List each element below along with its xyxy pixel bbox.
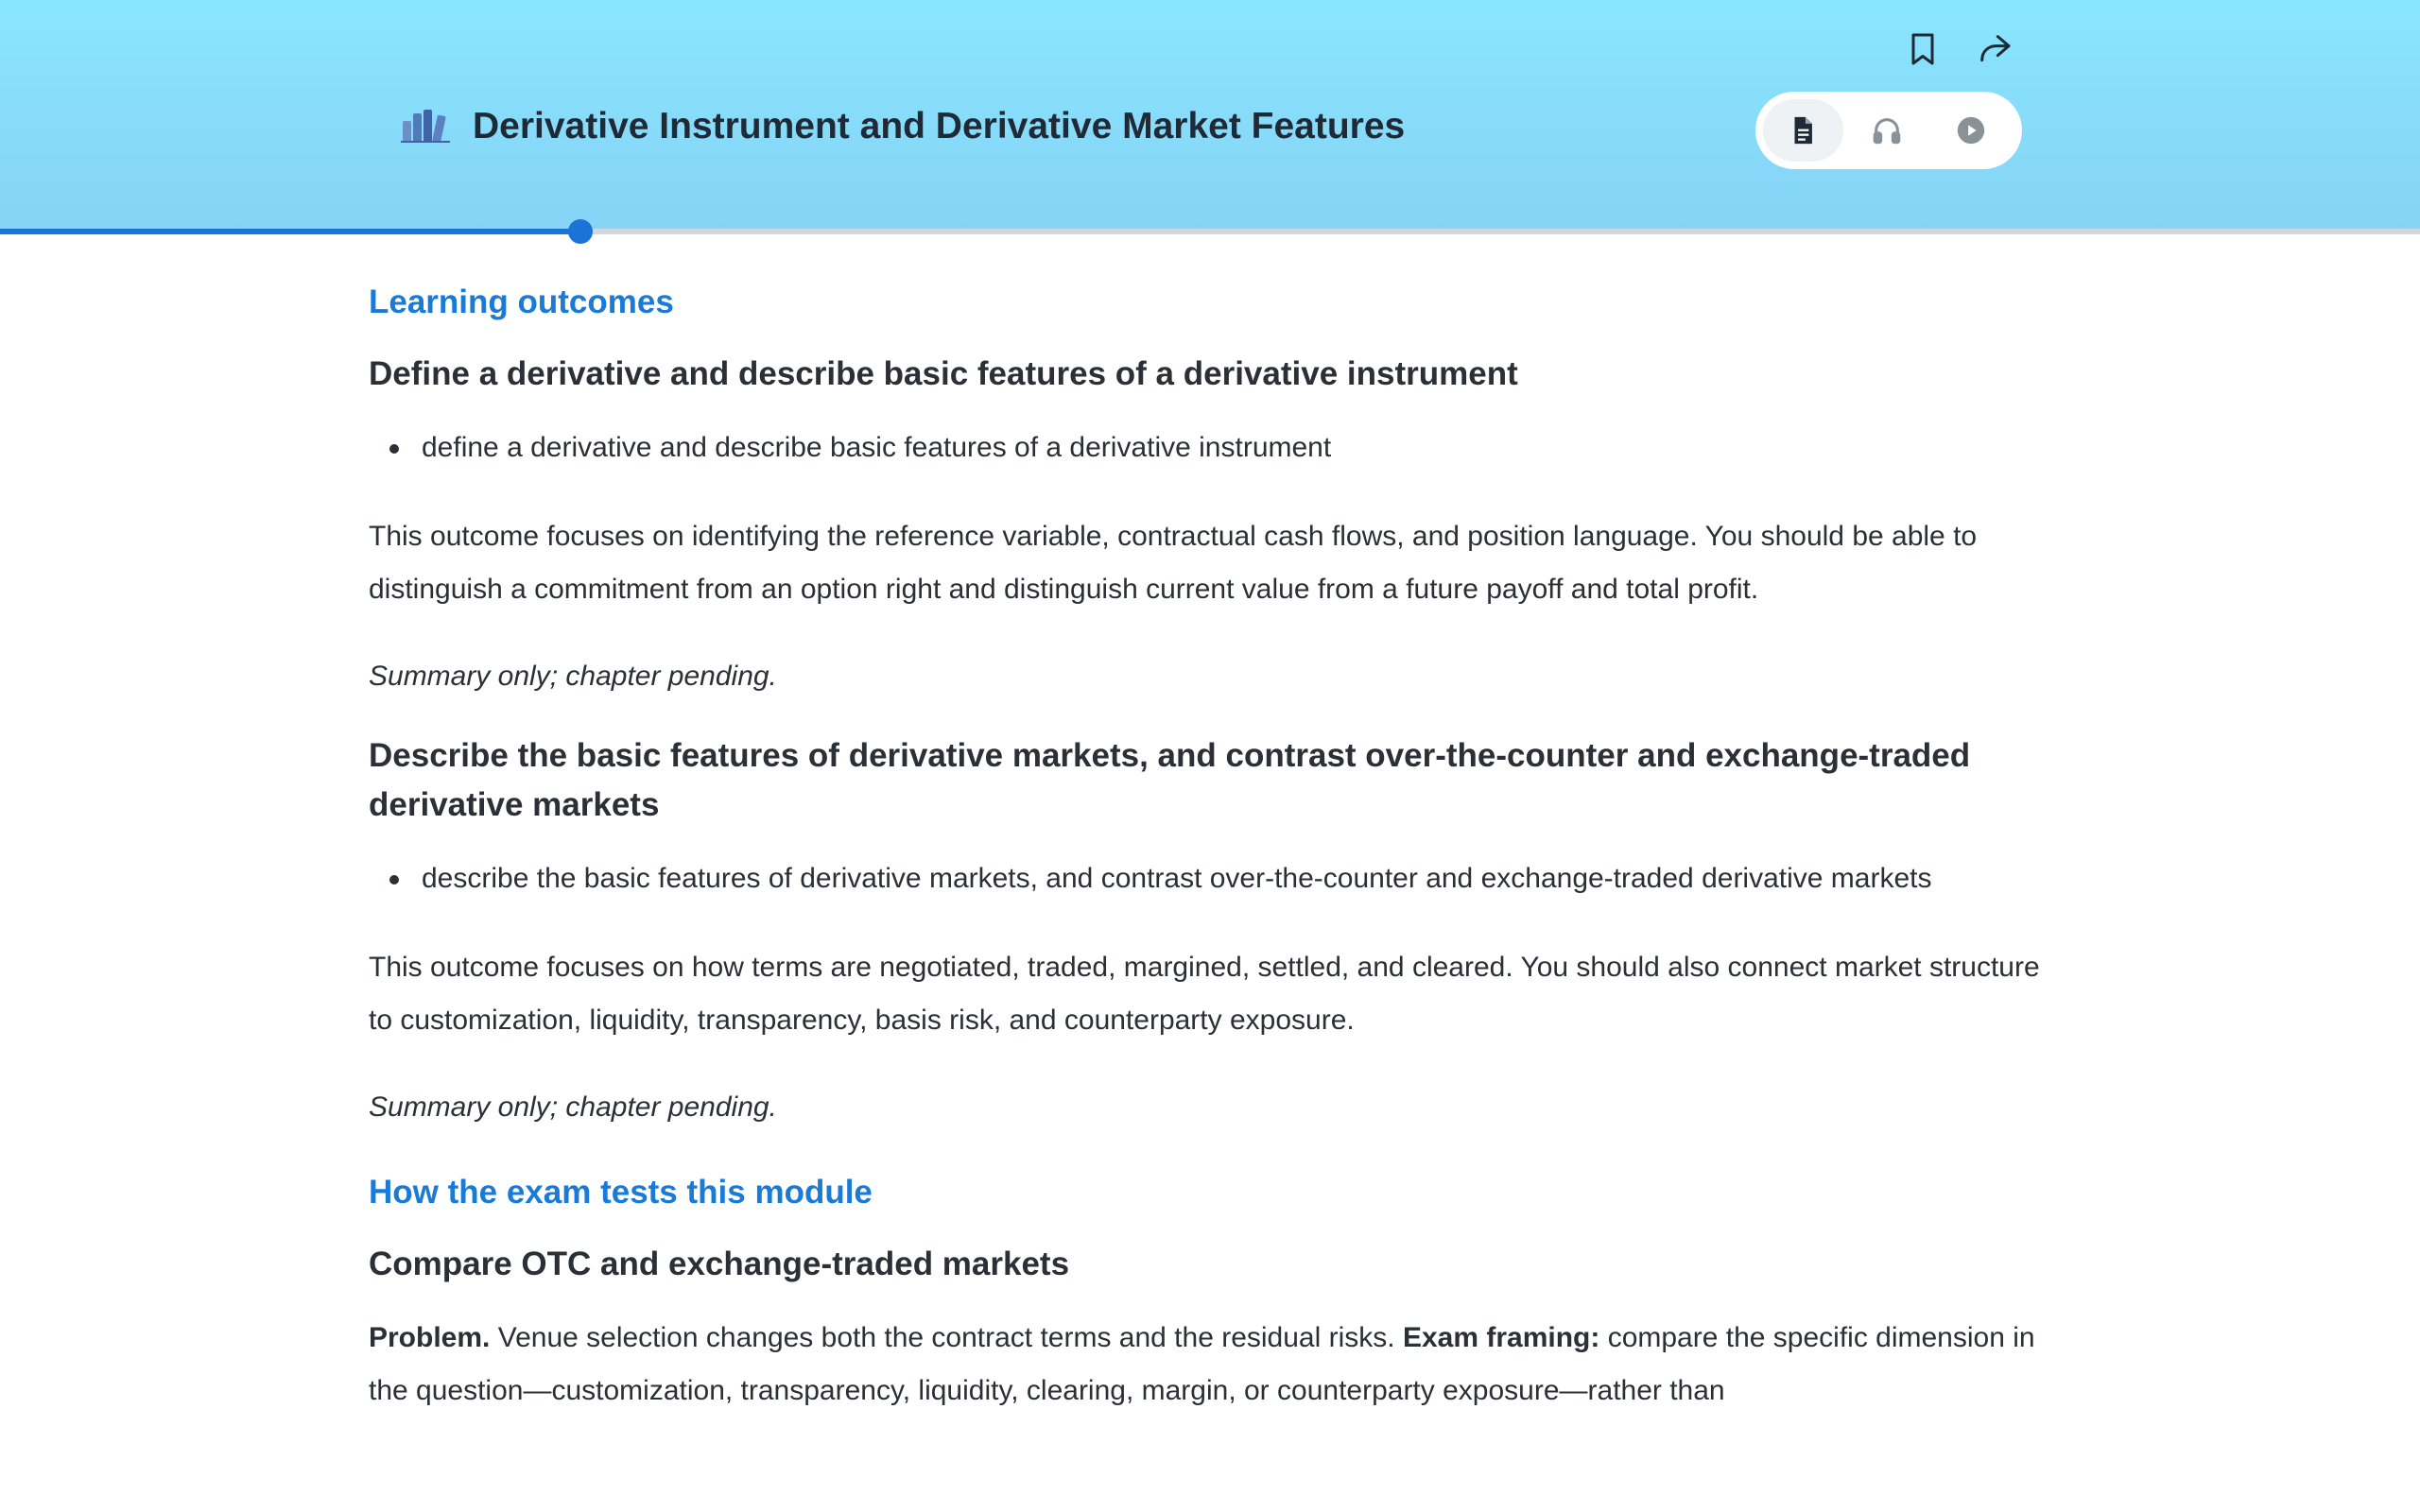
outcome-heading: Define a derivative and describe basic features of a derivative instrument bbox=[369, 355, 1518, 392]
outcome-bullets bbox=[369, 852, 2051, 905]
learning-outcomes-title: Learning outcomes bbox=[369, 284, 674, 320]
problem-text: Venue selection changes both the contract terms and the residual risks. bbox=[497, 1322, 1395, 1353]
exam-framing-text: compare the specific dimension in the question—customization, transparency, liquidity, clearing, margin, or counterparty exposure—rather than bbox=[369, 1322, 2035, 1406]
exam-problem-paragraph bbox=[369, 1312, 2051, 1418]
share-icon[interactable] bbox=[1972, 26, 2017, 72]
reading-progress-bar[interactable] bbox=[0, 229, 2420, 234]
view-mode-switch bbox=[1755, 92, 2022, 169]
header-actions bbox=[1900, 26, 2017, 72]
list-item: describe the basic features of derivative markets, and contrast over-the-counter and exchange-traded derivative markets bbox=[369, 852, 2051, 905]
module-header bbox=[0, 0, 2420, 230]
play-icon bbox=[1955, 114, 1987, 146]
problem-label: Problem. bbox=[369, 1322, 491, 1353]
outcome-bullets bbox=[369, 421, 2051, 474]
document-icon bbox=[1787, 114, 1819, 146]
outcome-note: Summary only; chapter pending. bbox=[369, 661, 777, 692]
bookmark-icon[interactable] bbox=[1900, 26, 1945, 72]
module-content bbox=[369, 284, 2051, 1452]
outcome-heading: Describe the basic features of derivative markets, and contrast over-the-counter and exchange-traded derivative markets bbox=[369, 737, 1971, 823]
books-icon bbox=[397, 100, 454, 147]
video-mode-button[interactable] bbox=[1930, 99, 2011, 162]
outcome-paragraph: This outcome focuses on identifying the reference variable, contractual cash flows, and position language. You should be able to distinguish a commitment from an option right and distinguish current value from a future payoff and total profit. bbox=[369, 521, 1978, 605]
list-item: define a derivative and describe basic features of a derivative instrument bbox=[369, 421, 2051, 474]
exam-framing-label: Exam framing: bbox=[1402, 1322, 1600, 1353]
page-title: Derivative Instrument and Derivative Market Features bbox=[473, 106, 1406, 146]
outcome-note: Summary only; chapter pending. bbox=[369, 1091, 777, 1123]
progress-handle[interactable] bbox=[568, 219, 593, 244]
document-mode-button[interactable] bbox=[1763, 99, 1843, 162]
outcome-paragraph: This outcome focuses on how terms are negotiated, traded, margined, settled, and cleared. You should also connect market structure to customization, liquidity, transparency, basis risk, and counterparty exposure. bbox=[369, 952, 2040, 1036]
audio-mode-button[interactable] bbox=[1847, 99, 1927, 162]
exam-section-title: How the exam tests this module bbox=[369, 1174, 873, 1211]
progress-fill bbox=[0, 229, 580, 234]
exam-heading: Compare OTC and exchange-traded markets bbox=[369, 1246, 1070, 1282]
headphones-icon bbox=[1871, 114, 1903, 146]
